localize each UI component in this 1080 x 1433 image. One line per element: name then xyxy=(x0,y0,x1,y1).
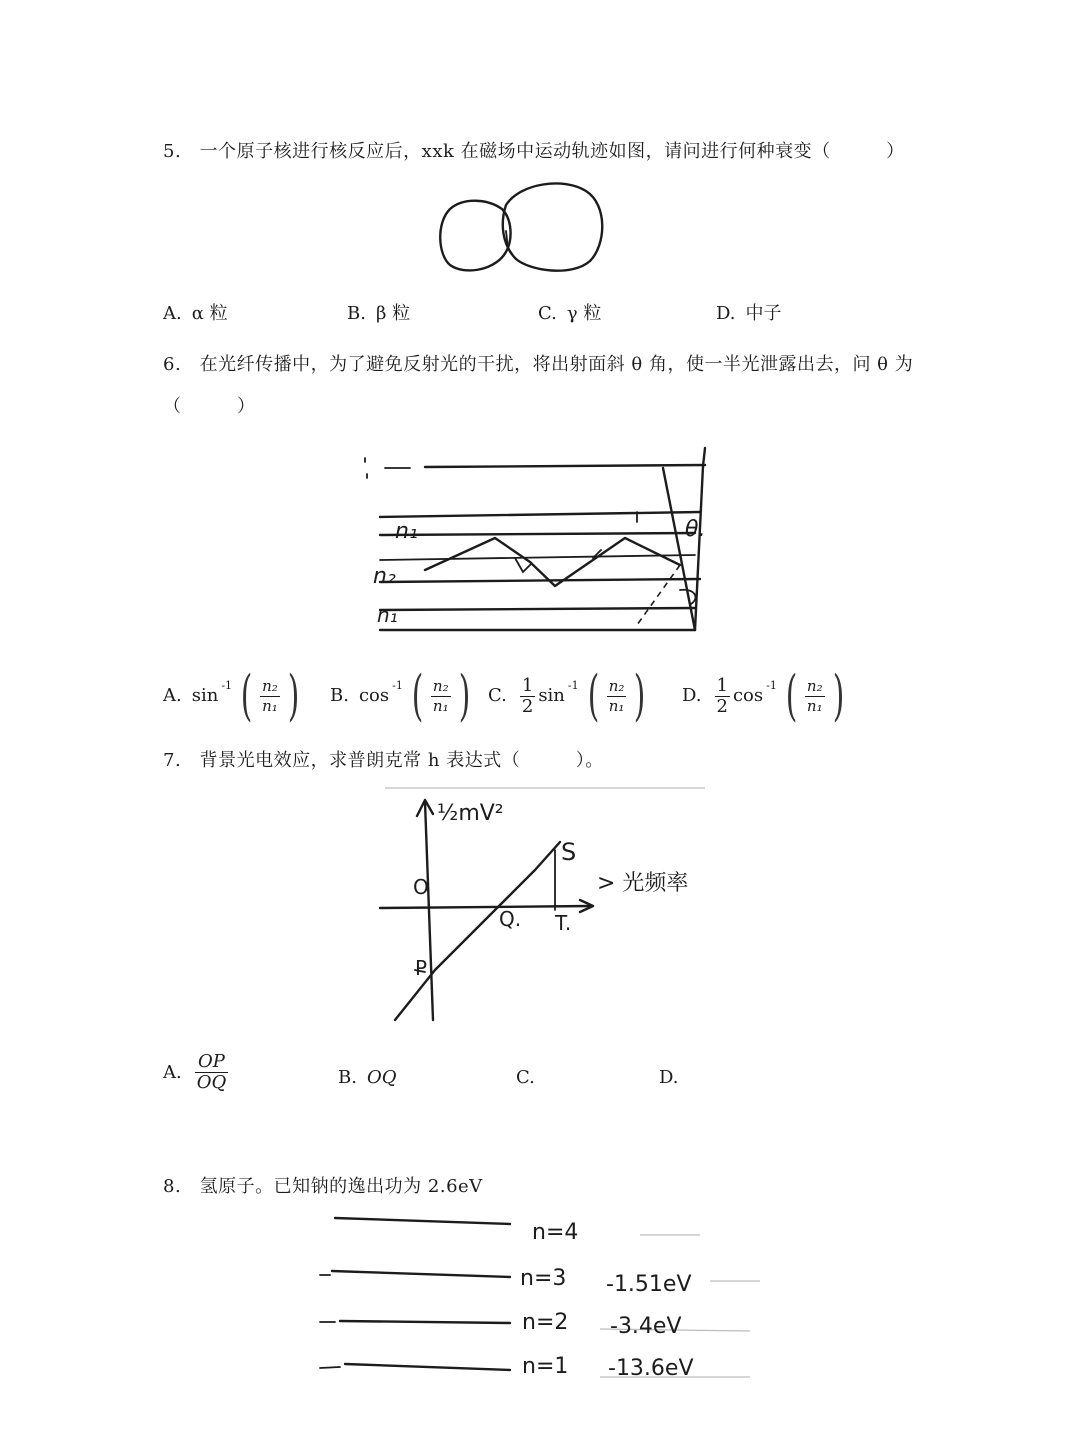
option-exponent: -1 xyxy=(392,679,403,692)
option-label: C. xyxy=(488,685,507,706)
point-p-label: P xyxy=(415,956,428,980)
question-8-text: 8. 氢原子。已知钠的逸出功为 2.6eV xyxy=(163,1176,483,1197)
option-paren-fraction: ( $\frac{\text{n₂}}{\text{n₁}}$ ) xyxy=(587,664,646,727)
option-text: OQ xyxy=(366,1067,397,1088)
q7-option-c[interactable] xyxy=(516,1066,545,1090)
q7-photoelectric-graph xyxy=(375,780,735,1035)
q5-option-a[interactable] xyxy=(163,302,228,326)
q5-option-c[interactable] xyxy=(538,302,601,326)
theta-label: θ. xyxy=(685,517,706,542)
q6-option-a[interactable] xyxy=(163,664,304,727)
option-label: A. xyxy=(163,303,182,324)
fraction-numerator: 1 xyxy=(716,674,728,696)
option-paren-fraction: ( $\frac{\text{n₂}}{\text{n₁}}$ ) xyxy=(411,664,470,727)
option-paren-fraction: ( $\frac{\text{n₂}}{\text{n₁}}$ ) xyxy=(785,664,844,727)
fraction-numerator: n₂ xyxy=(608,676,625,695)
option-func: cos xyxy=(732,685,764,706)
q7-option-a[interactable] xyxy=(163,1052,231,1093)
fraction-denominator: 2 xyxy=(716,695,728,717)
question-6-answer-blank: （ ） xyxy=(163,396,256,417)
question-7-text: 7. 背景光电效应，求普朗克常 h 表达式（ ）。 xyxy=(163,750,604,771)
option-text: 中子 xyxy=(745,303,782,324)
fraction-denominator: n₁ xyxy=(608,696,625,715)
option-label: C. xyxy=(538,303,557,324)
fraction-numerator: n₂ xyxy=(262,676,278,695)
q5-option-d[interactable] xyxy=(716,302,782,326)
question-5-text: 5. 一个原子核进行核反应后，xxk 在磁场中运动轨迹如图，请问进行何种衰变（ ） xyxy=(163,141,905,162)
option-label: D. xyxy=(716,303,736,324)
option-exponent: -1 xyxy=(766,679,777,692)
level-4-label: n=4 xyxy=(532,1220,579,1245)
q7-option-b[interactable] xyxy=(338,1066,396,1090)
level-2-energy: -3.4eV xyxy=(610,1314,682,1339)
fraction-denominator: n₁ xyxy=(262,696,278,715)
option-paren-fraction: ( $\frac{\text{n₂}}{\text{n₁}}$ ) xyxy=(240,664,300,727)
option-label: B. xyxy=(347,303,366,324)
point-t-label: T. xyxy=(555,911,572,935)
option-label: D. xyxy=(682,685,702,706)
option-label: A. xyxy=(163,685,182,706)
n1-bottom-label: n₁ xyxy=(377,603,398,627)
y-axis-label: ½mV² xyxy=(437,801,504,826)
point-q-label: Q. xyxy=(499,907,522,931)
q6-fiber-figure xyxy=(355,440,735,645)
point-s-label: S xyxy=(561,838,577,866)
level-3-label: n=3 xyxy=(520,1266,567,1291)
point-o-label: O xyxy=(413,875,429,899)
fraction-denominator: n₁ xyxy=(806,696,823,715)
level-3-energy: -1.51eV xyxy=(606,1272,692,1297)
option-func: sin xyxy=(191,685,219,706)
q6-option-c[interactable] xyxy=(488,664,650,727)
option-label: B. xyxy=(330,685,349,706)
q6-option-b[interactable] xyxy=(330,664,475,727)
fraction-numerator: n₂ xyxy=(806,676,823,695)
level-1-label: n=1 xyxy=(522,1354,569,1379)
option-text: α 粒 xyxy=(191,303,228,324)
question-6-text: 6. 在光纤传播中，为了避免反射光的干扰，将出射面斜 θ 角，使一半光泄露出去，问 θ 为 xyxy=(163,354,914,375)
option-func: sin xyxy=(538,685,565,706)
option-text: γ 粒 xyxy=(566,303,602,324)
n2-label: n₂ xyxy=(373,564,396,589)
option-label: B. xyxy=(338,1067,357,1088)
option-label: C. xyxy=(516,1067,535,1088)
q8-energy-level-diagram xyxy=(310,1205,770,1395)
n1-top-label: n₁ xyxy=(395,519,418,544)
option-func: cos xyxy=(358,685,390,706)
fraction-numerator: 1 xyxy=(521,674,534,696)
fraction-denominator: 2 xyxy=(521,695,534,717)
q7-option-d[interactable] xyxy=(659,1066,689,1090)
q5-trajectory-figure xyxy=(430,175,620,280)
option-text: β 粒 xyxy=(375,303,411,324)
q6-option-d[interactable] xyxy=(682,664,849,727)
option-label: A. xyxy=(163,1061,182,1083)
x-axis-label: > 光频率 xyxy=(597,871,689,896)
fraction-numerator: n₂ xyxy=(432,676,449,695)
level-1-energy: -13.6eV xyxy=(608,1356,694,1381)
fraction-numerator: OP xyxy=(198,1051,225,1072)
option-label: D. xyxy=(659,1067,679,1088)
option-exponent: -1 xyxy=(567,679,579,692)
option-exponent: -1 xyxy=(221,679,233,692)
level-2-label: n=2 xyxy=(522,1310,569,1335)
fraction-denominator: n₁ xyxy=(432,696,449,715)
fraction-denominator: OQ xyxy=(196,1072,227,1093)
q5-option-b[interactable] xyxy=(347,302,410,326)
